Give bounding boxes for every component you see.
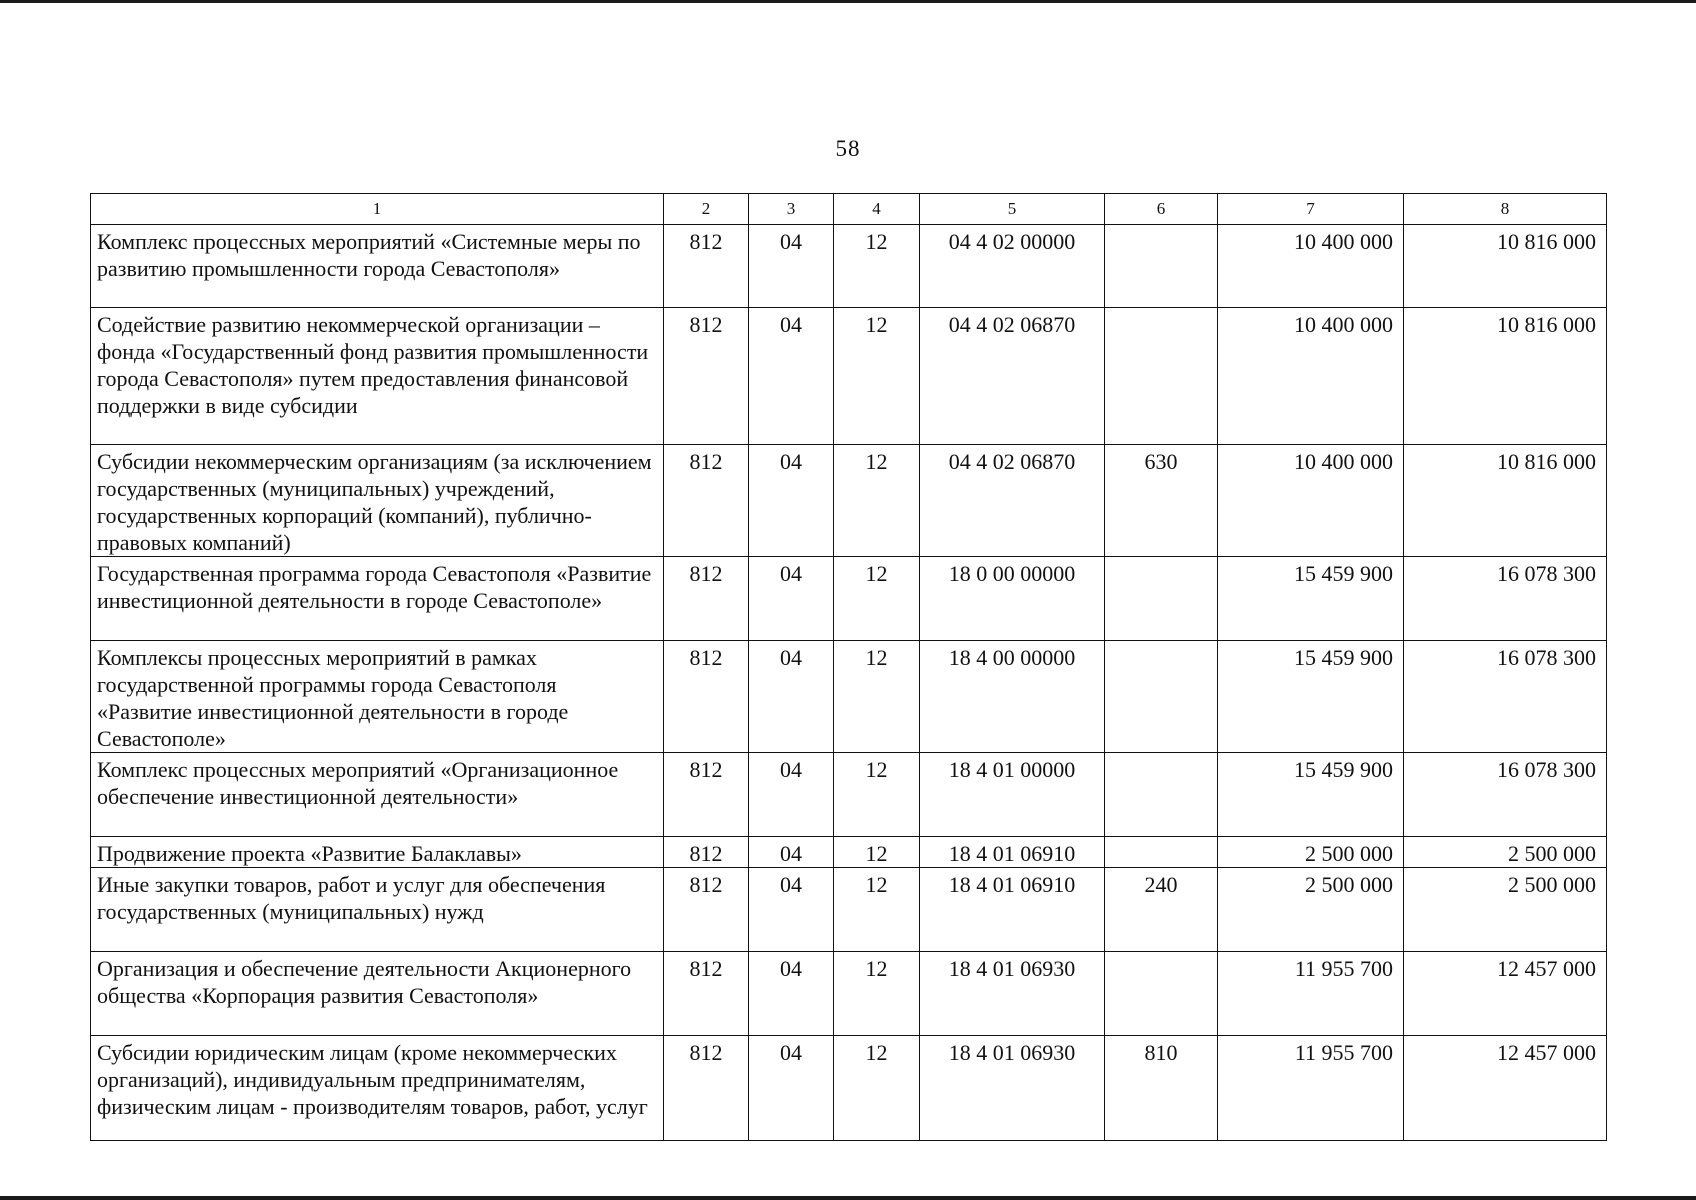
target-article-cell: 18 4 01 06930	[920, 952, 1105, 1036]
section-code-cell: 04	[749, 641, 834, 753]
target-article-cell: 18 4 01 00000	[920, 753, 1105, 837]
scan-edge-bottom	[0, 1196, 1696, 1200]
subsection-code-cell: 12	[834, 641, 920, 753]
table-row	[91, 952, 1607, 1036]
amount-year-1-cell: 15 459 900	[1218, 641, 1404, 753]
subsection-code-cell: 12	[834, 445, 920, 557]
section-code-cell: 04	[749, 1036, 834, 1141]
table-row	[91, 445, 1607, 557]
section-code-cell: 04	[749, 952, 834, 1036]
amount-year-1-cell: 11 955 700	[1218, 1036, 1404, 1141]
expense-type-cell	[1105, 557, 1218, 641]
column-number: 1	[91, 194, 664, 225]
amount-year-1-cell: 10 400 000	[1218, 225, 1404, 308]
expense-type-cell: 630	[1105, 445, 1218, 557]
subsection-code-cell: 12	[834, 225, 920, 308]
target-article-cell: 04 4 02 06870	[920, 308, 1105, 445]
column-number: 5	[920, 194, 1105, 225]
amount-year-1-cell: 15 459 900	[1218, 753, 1404, 837]
subsection-code-cell: 12	[834, 837, 920, 868]
ved-code-cell: 812	[664, 1036, 749, 1141]
table-row	[91, 557, 1607, 641]
row-name-cell: Продвижение проекта «Развитие Балаклавы»	[91, 837, 664, 868]
amount-year-1-cell: 10 400 000	[1218, 445, 1404, 557]
amount-year-1-cell: 2 500 000	[1218, 837, 1404, 868]
table-row	[91, 225, 1607, 308]
section-code-cell: 04	[749, 308, 834, 445]
expense-type-cell	[1105, 225, 1218, 308]
ved-code-cell: 812	[664, 557, 749, 641]
section-code-cell: 04	[749, 753, 834, 837]
amount-year-1-cell: 2 500 000	[1218, 868, 1404, 952]
subsection-code-cell: 12	[834, 753, 920, 837]
ved-code-cell: 812	[664, 445, 749, 557]
section-code-cell: 04	[749, 837, 834, 868]
table-row	[91, 308, 1607, 445]
subsection-code-cell: 12	[834, 1036, 920, 1141]
section-code-cell: 04	[749, 445, 834, 557]
row-name-cell: Субсидии юридическим лицам (кроме некоммерческих организаций), индивидуальным предпринимателям, физическим лицам - производителям товаров, работ, услуг	[91, 1036, 664, 1141]
column-number: 6	[1105, 194, 1218, 225]
column-number: 8	[1404, 194, 1607, 225]
table-row	[91, 1036, 1607, 1141]
section-code-cell: 04	[749, 225, 834, 308]
ved-code-cell: 812	[664, 868, 749, 952]
target-article-cell: 04 4 02 00000	[920, 225, 1105, 308]
ved-code-cell: 812	[664, 837, 749, 868]
column-number: 3	[749, 194, 834, 225]
target-article-cell: 04 4 02 06870	[920, 445, 1105, 557]
subsection-code-cell: 12	[834, 557, 920, 641]
amount-year-2-cell: 16 078 300	[1404, 753, 1607, 837]
table-row	[91, 641, 1607, 753]
expense-type-cell	[1105, 753, 1218, 837]
amount-year-2-cell: 10 816 000	[1404, 225, 1607, 308]
ved-code-cell: 812	[664, 641, 749, 753]
column-number: 7	[1218, 194, 1404, 225]
target-article-cell: 18 0 00 00000	[920, 557, 1105, 641]
ved-code-cell: 812	[664, 225, 749, 308]
table-row	[91, 753, 1607, 837]
column-number-row	[91, 194, 1607, 225]
amount-year-2-cell: 12 457 000	[1404, 1036, 1607, 1141]
ved-code-cell: 812	[664, 308, 749, 445]
amount-year-2-cell: 16 078 300	[1404, 641, 1607, 753]
column-number: 4	[834, 194, 920, 225]
row-name-cell: Содействие развитию некоммерческой организации – фонда «Государственный фонд развития промышленности города Севастополя» путем предоставления финансовой поддержки в виде субсидии	[91, 308, 664, 445]
scan-edge-top	[0, 0, 1696, 3]
target-article-cell: 18 4 01 06910	[920, 837, 1105, 868]
subsection-code-cell: 12	[834, 308, 920, 445]
amount-year-1-cell: 10 400 000	[1218, 308, 1404, 445]
expense-type-cell	[1105, 641, 1218, 753]
amount-year-2-cell: 12 457 000	[1404, 952, 1607, 1036]
expense-type-cell: 810	[1105, 1036, 1218, 1141]
row-name-cell: Комплекс процессных мероприятий «Системные меры по развитию промышленности города Севастополя»	[91, 225, 664, 308]
row-name-cell: Организация и обеспечение деятельности Акционерного общества «Корпорация развития Севастополя»	[91, 952, 664, 1036]
row-name-cell: Комплекс процессных мероприятий «Организационное обеспечение инвестиционной деятельности»	[91, 753, 664, 837]
table-row	[91, 868, 1607, 952]
subsection-code-cell: 12	[834, 868, 920, 952]
target-article-cell: 18 4 00 00000	[920, 641, 1105, 753]
expense-type-cell	[1105, 952, 1218, 1036]
amount-year-2-cell: 2 500 000	[1404, 868, 1607, 952]
amount-year-2-cell: 10 816 000	[1404, 308, 1607, 445]
section-code-cell: 04	[749, 557, 834, 641]
budget-table	[90, 193, 1607, 1141]
target-article-cell: 18 4 01 06910	[920, 868, 1105, 952]
row-name-cell: Иные закупки товаров, работ и услуг для обеспечения государственных (муниципальных) нужд	[91, 868, 664, 952]
row-name-cell: Субсидии некоммерческим организациям (за исключением государственных (муниципальных) учреждений, государственных корпораций (компаний), публично-правовых компаний)	[91, 445, 664, 557]
section-code-cell: 04	[749, 868, 834, 952]
amount-year-2-cell: 10 816 000	[1404, 445, 1607, 557]
table-row	[91, 837, 1607, 868]
ved-code-cell: 812	[664, 952, 749, 1036]
amount-year-1-cell: 15 459 900	[1218, 557, 1404, 641]
target-article-cell: 18 4 01 06930	[920, 1036, 1105, 1141]
column-number: 2	[664, 194, 749, 225]
amount-year-2-cell: 16 078 300	[1404, 557, 1607, 641]
subsection-code-cell: 12	[834, 952, 920, 1036]
expense-type-cell	[1105, 308, 1218, 445]
expense-type-cell	[1105, 837, 1218, 868]
row-name-cell: Комплексы процессных мероприятий в рамках государственной программы города Севастополя «Развитие инвестиционной деятельности в городе Севастополе»	[91, 641, 664, 753]
amount-year-1-cell: 11 955 700	[1218, 952, 1404, 1036]
ved-code-cell: 812	[664, 753, 749, 837]
page-number: 58	[835, 136, 861, 161]
row-name-cell: Государственная программа города Севастополя «Развитие инвестиционной деятельности в городе Севастополе»	[91, 557, 664, 641]
expense-type-cell: 240	[1105, 868, 1218, 952]
amount-year-2-cell: 2 500 000	[1404, 837, 1607, 868]
